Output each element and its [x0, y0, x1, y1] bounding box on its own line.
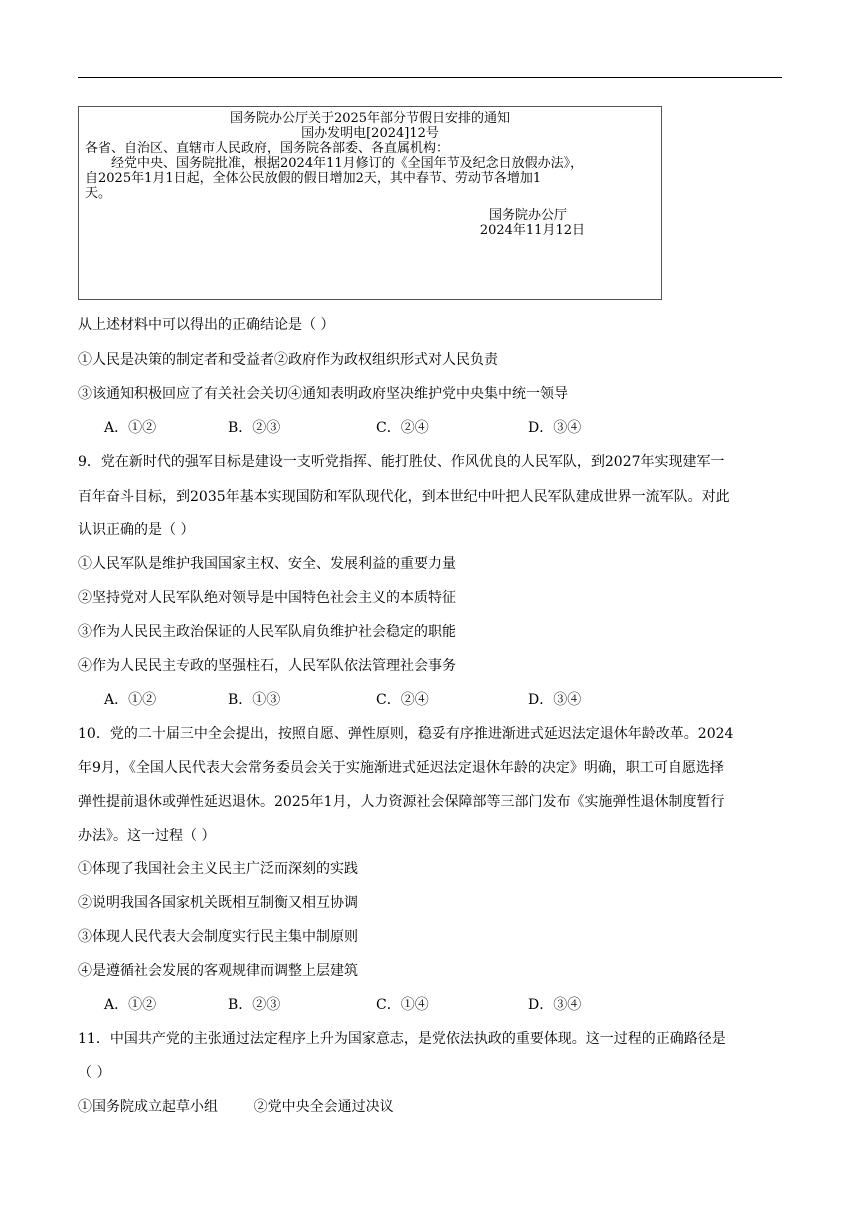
q10-option-d[interactable]: D．③④ — [528, 997, 582, 1013]
q9-stem-line: 百年奋斗目标，到2035年基本实现国防和军队现代化，到本世纪中叶把人民军队建成世界一流军队。对此 — [78, 489, 730, 505]
q9-stem-line: 9．党在新时代的强军目标是建设一支听党指挥、能打胜仗、作风优良的人民军队，到2027年实现建军一 — [78, 454, 725, 470]
q10-item: ①体现了我国社会主义民主广泛而深刻的实践 — [78, 861, 358, 877]
q8-stem: 从上述材料中可以得出的正确结论是（ ） — [78, 317, 335, 333]
q10-option-a[interactable]: A．①② — [104, 997, 157, 1013]
notice-title: 国务院办公厅关于2025年部分节假日安排的通知 — [229, 111, 511, 126]
q10-stem-line: 办法》。这一过程（ ） — [78, 828, 216, 844]
notice-date: 2024年11月12日 — [479, 223, 585, 238]
notice-body-line: 自2025年1月1日起，全体公民放假的假日增加2天，其中春节、劳动节各增加1 — [85, 171, 542, 186]
q10-stem-line: 弹性提前退休或弹性延迟退休。2025年1月，人力资源社会保障部等三部门发布《实施弹性退休制度暂行 — [78, 794, 725, 810]
q8-option-b[interactable]: B．②③ — [228, 420, 281, 436]
q11-stem-line: （ ） — [78, 1065, 111, 1081]
q9-stem-line: 认识正确的是（ ） — [78, 522, 195, 538]
q10-item: ④是遵循社会发展的客观规律而调整上层建筑 — [78, 963, 358, 979]
q9-item: ②坚持党对人民军队绝对领导是中国特色社会主义的本质特征 — [78, 590, 456, 606]
notice-signer: 国务院办公厅 — [488, 208, 567, 223]
q9-item: ④作为人民民主专政的坚强柱石，人民军队依法管理社会事务 — [78, 658, 456, 674]
q8-item: ③该通知积极回应了有关社会关切④通知表明政府坚决维护党中央集中统一领导 — [78, 386, 568, 402]
q9-option-d[interactable]: D．③④ — [528, 692, 582, 708]
notice-box — [78, 106, 662, 300]
q11-item: ①国务院成立起草小组 ②党中央全会通过决议 — [78, 1099, 394, 1115]
q10-stem-line: 年9月，《全国人民代表大会常务委员会关于实施渐进式延迟法定退休年龄的决定》明确，职工可自愿选择 — [78, 760, 724, 776]
q9-option-b[interactable]: B．①③ — [228, 692, 281, 708]
q10-option-b[interactable]: B．②③ — [228, 997, 281, 1013]
q10-stem-line: 10．党的二十届三中全会提出，按照自愿、弹性原则，稳妥有序推进渐进式延迟法定退休年龄改革。2024 — [78, 726, 734, 742]
q10-item: ③体现人民代表大会制度实行民主集中制原则 — [78, 929, 358, 945]
q8-option-a[interactable]: A．①② — [104, 420, 157, 436]
q9-option-a[interactable]: A．①② — [104, 692, 157, 708]
notice-addressee: 各省、自治区、直辖市人民政府，国务院各部委、各直属机构： — [85, 141, 450, 156]
q10-option-c[interactable]: C．①④ — [376, 997, 429, 1013]
q10-item: ②说明我国各国家机关既相互制衡又相互协调 — [78, 895, 358, 911]
q8-item: ①人民是决策的制定者和受益者②政府作为政权组织形式对人民负责 — [78, 352, 498, 368]
notice-body-line: 经党中央、国务院批准，根据2024年11月修订的《全国年节及纪念日放假办法》， — [111, 156, 584, 171]
q8-option-d[interactable]: D．③④ — [528, 420, 582, 436]
q11-stem-line: 11．中国共产党的主张通过法定程序上升为国家意志，是党依法执政的重要体现。这一过程的正确路径是 — [78, 1031, 726, 1047]
q8-option-c[interactable]: C．②④ — [376, 420, 429, 436]
header-rule — [78, 77, 782, 78]
notice-body-line: 天。 — [85, 186, 112, 201]
q9-option-c[interactable]: C．②④ — [376, 692, 429, 708]
notice-doc-number: 国办发明电[2024]12号 — [301, 126, 439, 141]
q9-item: ③作为人民民主政治保证的人民军队肩负维护社会稳定的职能 — [78, 624, 456, 640]
q9-item: ①人民军队是维护我国国家主权、安全、发展利益的重要力量 — [78, 556, 456, 572]
